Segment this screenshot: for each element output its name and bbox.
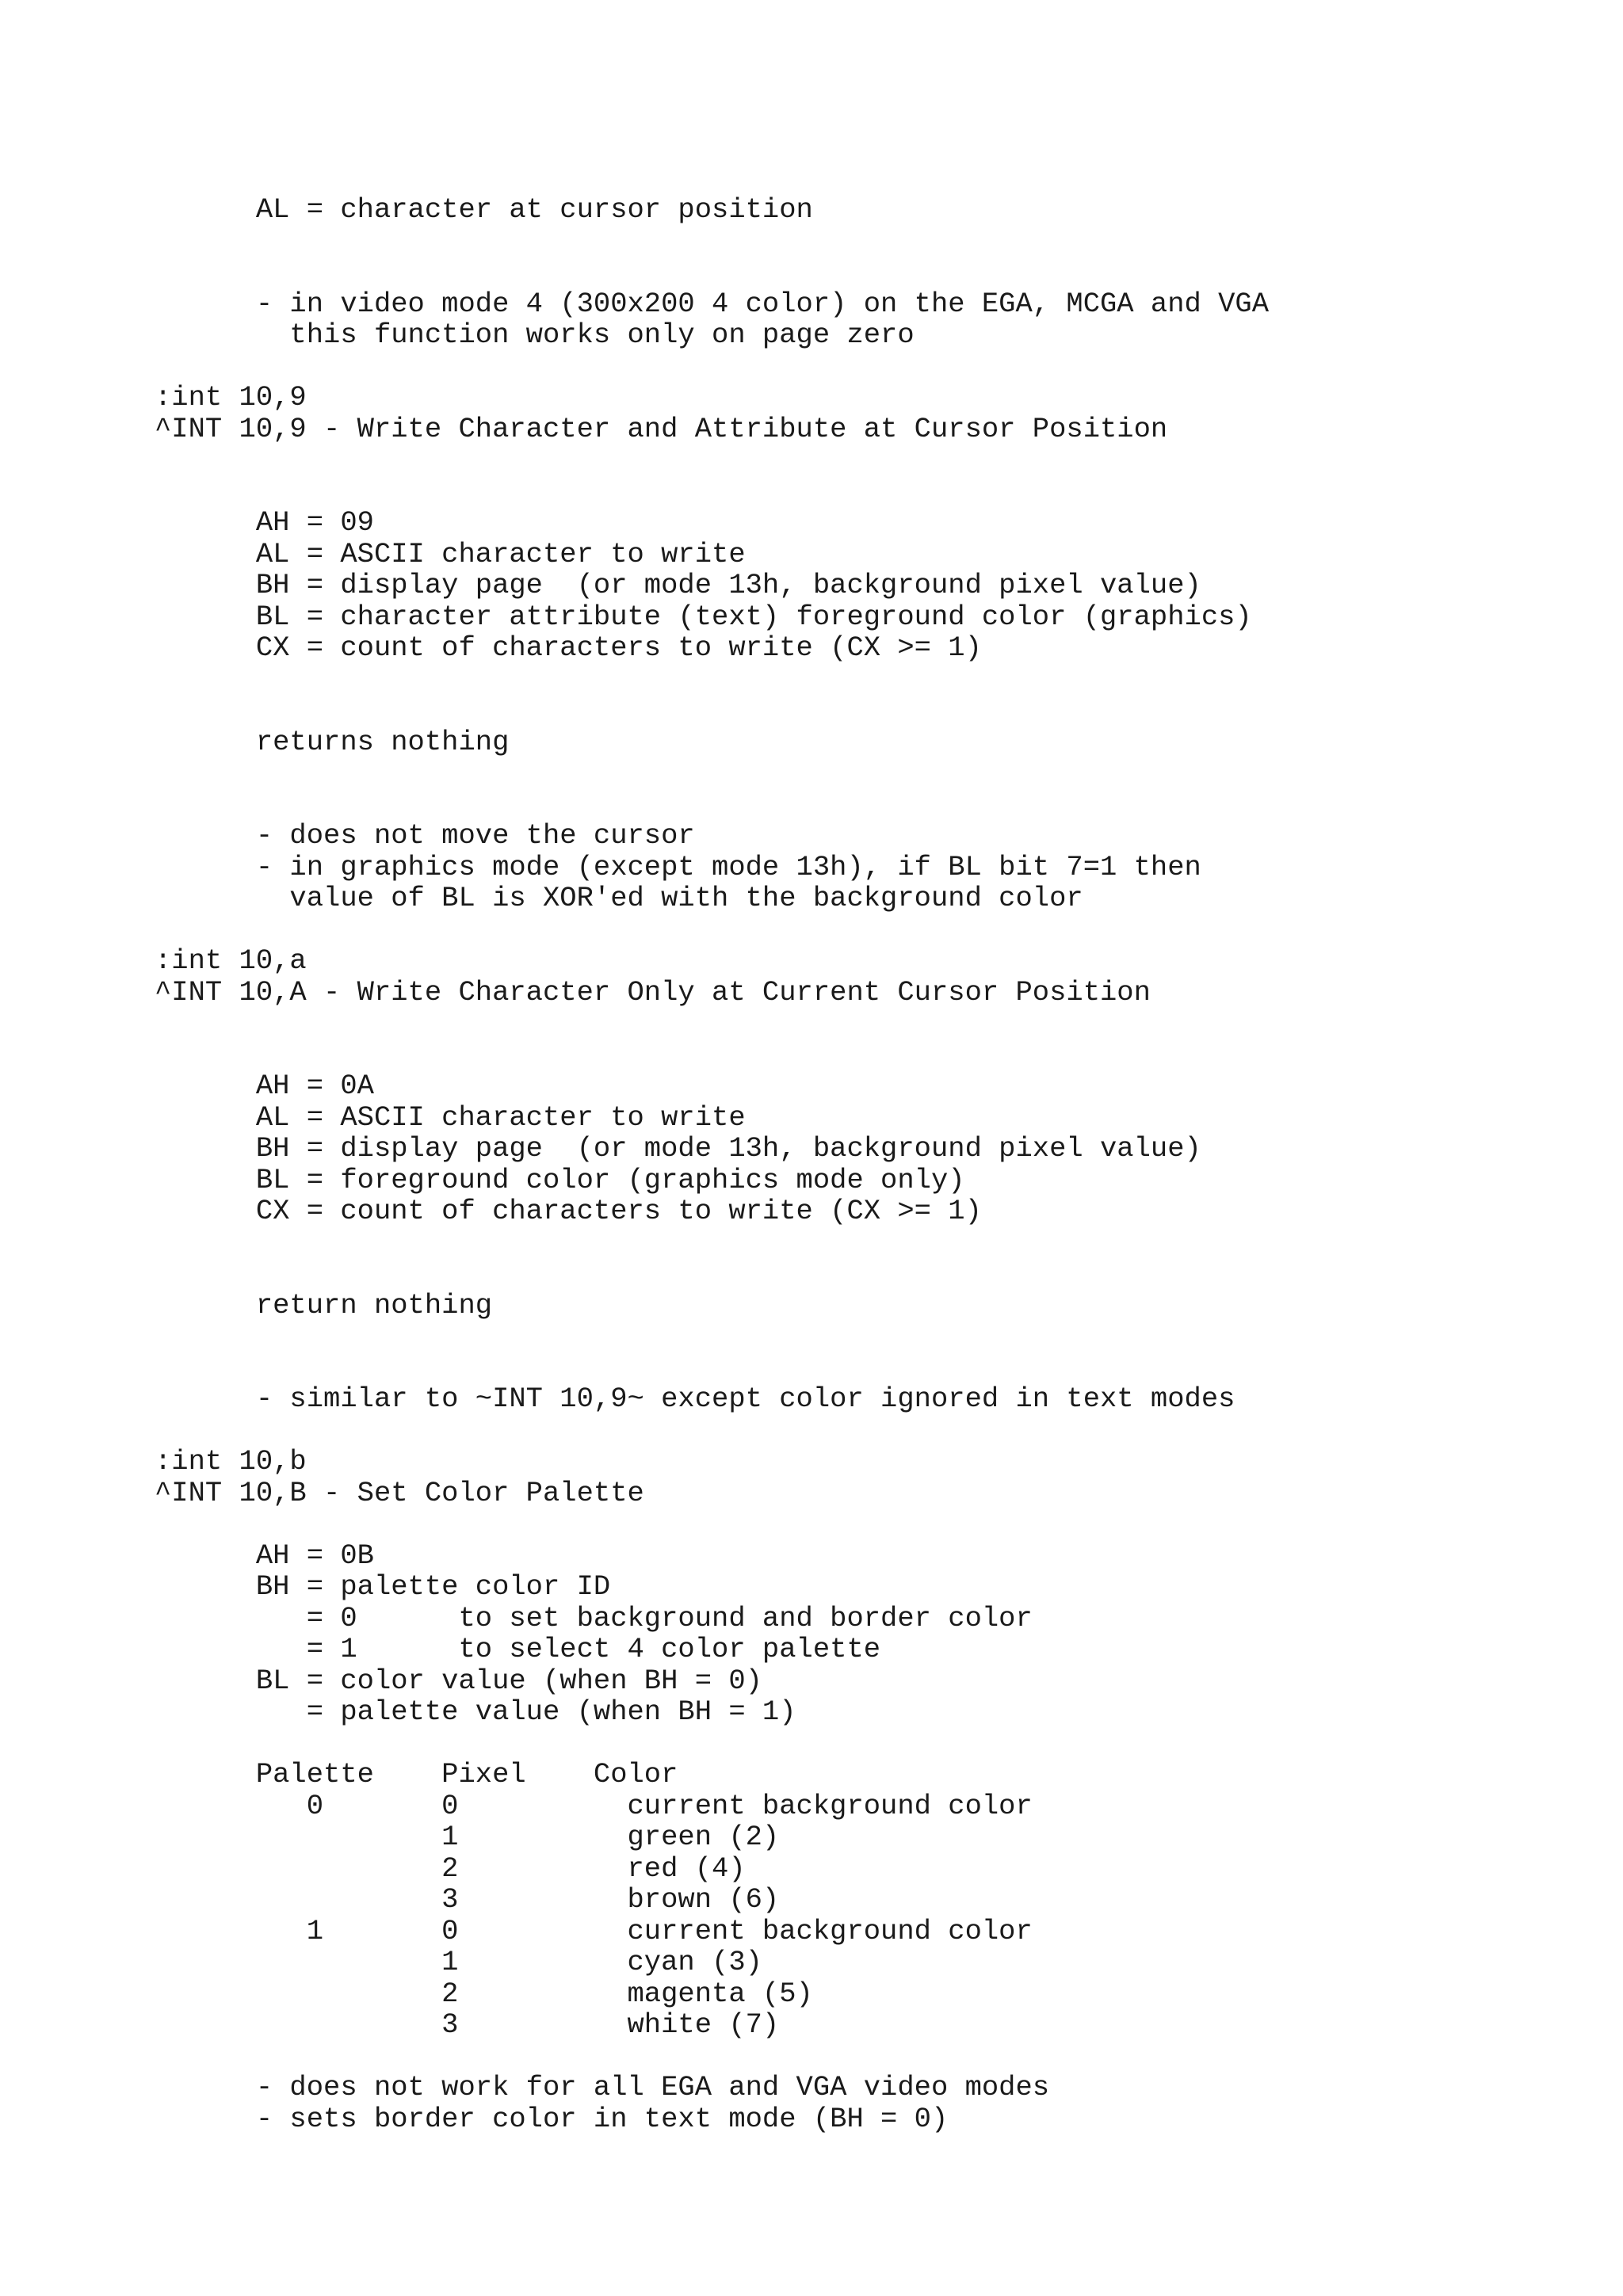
- text-line: = 0 to set background and border color: [155, 1601, 1033, 1634]
- text-line: = palette value (when BH = 1): [155, 1695, 796, 1728]
- text-line: AH = 09: [155, 506, 374, 539]
- text-line: 1 green (2): [155, 1821, 780, 1853]
- text-line: :int 10,9: [155, 381, 307, 414]
- text-line: CX = count of characters to write (CX >= 1): [155, 1195, 982, 1227]
- text-line: - in video mode 4 (300x200 4 color) on the EGA, MCGA and VGA: [155, 287, 1270, 320]
- text-line: - in graphics mode (except mode 13h), if BL bit 7=1 then: [155, 850, 1201, 883]
- text-line: 3 white (7): [155, 2008, 780, 2041]
- text-line: 0 0 current background color: [155, 1789, 1033, 1822]
- text-line: BH = palette color ID: [155, 1570, 611, 1603]
- text-line: :int 10,a: [155, 944, 307, 977]
- text-line: BH = display page (or mode 13h, background pixel value): [155, 569, 1201, 601]
- text-line: = 1 to select 4 color palette: [155, 1633, 881, 1665]
- text-line: 1 cyan (3): [155, 1946, 762, 1978]
- text-line: Palette Pixel Color: [155, 1758, 678, 1791]
- text-line: 2 magenta (5): [155, 1977, 813, 2010]
- text-line: AL = character at cursor position: [155, 193, 813, 226]
- text-line: 3 brown (6): [155, 1883, 780, 1916]
- text-line: return nothing: [155, 1288, 493, 1322]
- text-line: - similar to ~INT 10,9~ except color ignored in text modes: [155, 1383, 1235, 1415]
- text-line: BH = display page (or mode 13h, background pixel value): [155, 1132, 1201, 1165]
- text-line: value of BL is XOR'ed with the background color: [155, 882, 1083, 914]
- text-line: ^INT 10,A - Write Character Only at Current Cursor Position: [155, 975, 1151, 1009]
- text-line: - does not work for all EGA and VGA video modes: [155, 2071, 1050, 2103]
- text-line: returns nothing: [155, 725, 510, 758]
- text-line: AL = ASCII character to write: [155, 1100, 746, 1134]
- text-line: :int 10,b: [155, 1445, 307, 1478]
- text-line: AH = 0B: [155, 1539, 374, 1572]
- text-line: ^INT 10,B - Set Color Palette: [155, 1476, 644, 1509]
- text-line: BL = foreground color (graphics mode only): [155, 1163, 965, 1196]
- text-line: CX = count of characters to write (CX >= 1): [155, 631, 982, 664]
- text-line: BL = color value (when BH = 0): [155, 1664, 762, 1697]
- text-line: - sets border color in text mode (BH = 0): [155, 2102, 949, 2135]
- text-line: - does not move the cursor: [155, 819, 695, 852]
- text-line: ^INT 10,9 - Write Character and Attribute at Cursor Position: [155, 412, 1168, 445]
- text-line: AL = ASCII character to write: [155, 537, 746, 570]
- text-line: this function works only on page zero: [155, 318, 915, 351]
- text-line: 1 0 current background color: [155, 1914, 1033, 1947]
- text-line: AH = 0A: [155, 1070, 374, 1102]
- text-line: BL = character attribute (text) foreground color (graphics): [155, 600, 1252, 633]
- text-line: 2 red (4): [155, 1852, 746, 1885]
